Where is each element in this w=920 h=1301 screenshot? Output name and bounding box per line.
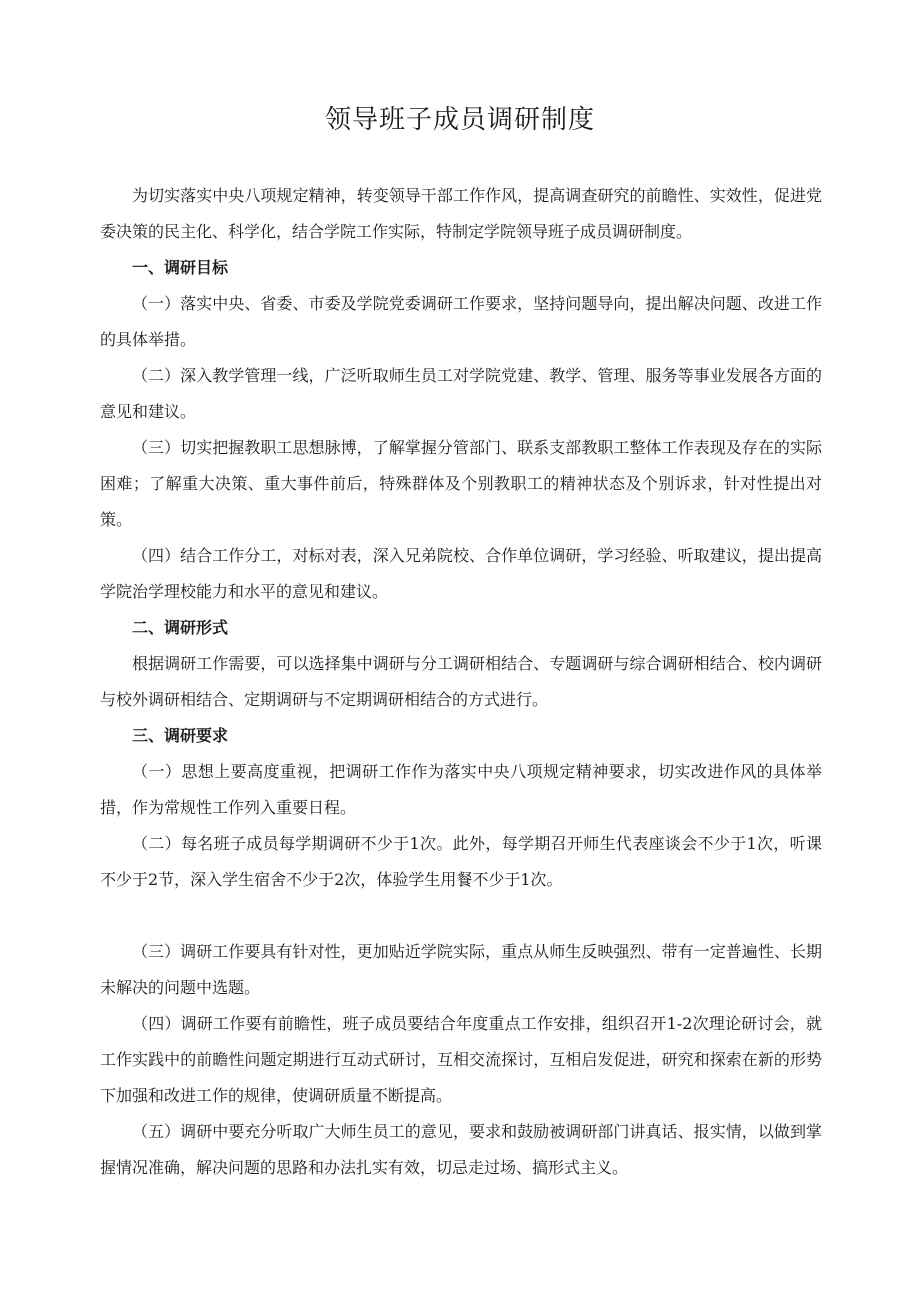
paragraph: （四）结合工作分工，对标对表，深入兄弟院校、合作单位调研，学习经验、听取建议，提出提高学院治学理校能力和水平的意见和建议。	[100, 546, 822, 601]
section-requirements	[100, 718, 822, 1186]
intro-paragraph: 为切实落实中央八项规定精神，转变领导干部工作作风，提高调查研究的前瞻性、实效性，促进党委决策的民主化、科学化，结合学院工作实际，特制定学院领导班子成员调研制度。	[100, 186, 822, 241]
section-heading: 一、调研目标	[132, 258, 229, 277]
document-body	[100, 178, 822, 1186]
section-forms	[100, 610, 822, 718]
paragraph: 根据调研工作需要，可以选择集中调研与分工调研相结合、专题调研与综合调研相结合、校内调研与校外调研相结合、定期调研与不定期调研相结合的方式进行。	[100, 654, 822, 709]
document-title: 领导班子成员调研制度	[324, 105, 595, 135]
paragraph: （四）调研工作要有前瞻性，班子成员要结合年度重点工作安排，组织召开1-2次理论研讨会，就工作实践中的前瞻性问题定期进行互动式研讨，互相交流探讨，互相启发促进，研究和探索在新的形势下加强和改进工作的规律，使调研质量不断提高。	[100, 1014, 822, 1105]
paragraph: （二）每名班子成员每学期调研不少于1次。此外，每学期召开师生代表座谈会不少于1次，听课不少于2节，深入学生宿舍不少于2次，体验学生用餐不少于1次。	[100, 834, 822, 889]
section-goals	[100, 250, 822, 610]
paragraph: （一）落实中央、省委、市委及学院党委调研工作要求，坚持问题导向，提出解决问题、改进工作的具体举措。	[100, 294, 822, 349]
blank-line	[100, 898, 822, 934]
paragraph: （三）调研工作要具有针对性，更加贴近学院实际，重点从师生反映强烈、带有一定普遍性、长期未解决的问题中选题。	[100, 942, 822, 997]
paragraph: （二）深入教学管理一线，广泛听取师生员工对学院党建、教学、管理、服务等事业发展各方面的意见和建议。	[100, 366, 822, 421]
paragraph: （一）思想上要高度重视，把调研工作作为落实中央八项规定精神要求，切实改进作风的具体举措，作为常规性工作列入重要日程。	[100, 762, 822, 817]
paragraph: （三）切实把握教职工思想脉博，了解掌握分管部门、联系支部教职工整体工作表现及存在的实际困难；了解重大决策、重大事件前后，特殊群体及个别教职工的精神状态及个别诉求，针对性提出对策。	[100, 438, 822, 529]
paragraph: （五）调研中要充分听取广大师生员工的意见，要求和鼓励被调研部门讲真话、报实情，以做到掌握情况准确，解决问题的思路和办法扎实有效，切忌走过场、搞形式主义。	[100, 1122, 822, 1177]
section-heading: 二、调研形式	[132, 618, 229, 637]
section-heading: 三、调研要求	[132, 726, 229, 745]
